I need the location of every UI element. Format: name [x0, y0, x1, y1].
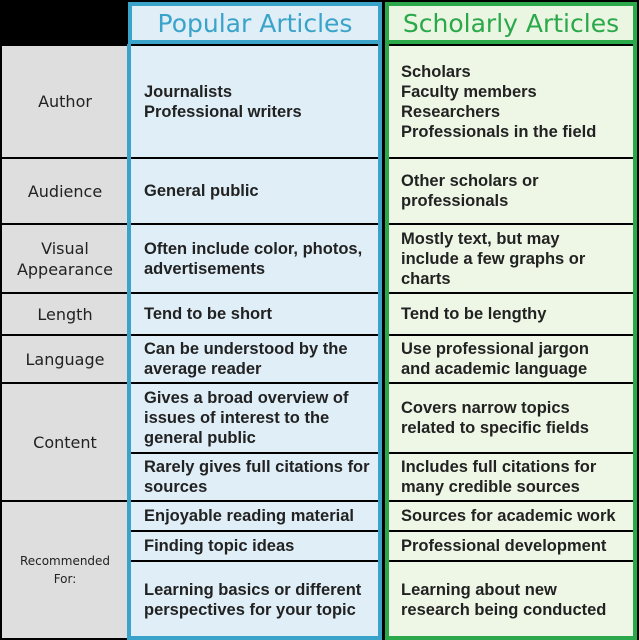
cell-text: Learning basics or different perspectives for your topic — [144, 581, 362, 619]
popular-recommended-cell-1 — [128, 502, 382, 530]
cell-text: Covers narrow topics related to specific fields — [401, 399, 589, 437]
popular-visual-cell — [128, 225, 382, 292]
row-label-content — [2, 384, 128, 500]
row-label-audience — [2, 159, 128, 223]
cell-text: Finding topic ideas — [144, 537, 295, 555]
cell-text: Scholars Faculty members Researchers Professionals in the field — [401, 62, 597, 141]
scholarly-language-cell — [385, 336, 637, 382]
popular-author-cell — [128, 46, 382, 157]
scholarly-visual-cell — [385, 225, 637, 292]
row-label-visual-appearance — [2, 225, 128, 292]
cell-text: Includes full citations for many credible sources — [401, 458, 597, 496]
cell-text: Can be understood by the average reader — [144, 340, 348, 378]
popular-recommended-cell-2 — [128, 532, 382, 560]
row-label-text: Content — [33, 432, 97, 452]
cell-text: Learning about new research being conducted — [401, 581, 607, 619]
popular-articles-header — [128, 2, 382, 44]
row-label-text: Language — [25, 349, 105, 369]
scholarly-column-left-border — [385, 44, 389, 638]
popular-language-cell — [128, 336, 382, 382]
row-label-author — [2, 46, 128, 157]
cell-text: Gives a broad overview of issues of interest to the general public — [144, 389, 349, 447]
cell-text: Tend to be short — [144, 305, 273, 323]
popular-length-cell — [128, 294, 382, 334]
scholarly-length-cell — [385, 294, 637, 334]
popular-content-cell-2 — [128, 454, 382, 500]
scholarly-recommended-cell-1 — [385, 502, 637, 530]
cell-text: Other scholars or professionals — [401, 172, 539, 210]
cell-text: Tend to be lengthy — [401, 305, 547, 323]
cell-text: Professional development — [401, 537, 607, 555]
cell-text: Rarely gives full citations for sources — [144, 458, 370, 496]
scholarly-author-cell — [385, 46, 637, 157]
cell-text: Sources for academic work — [401, 507, 616, 525]
popular-column-left-border — [127, 44, 131, 638]
scholarly-content-cell-1 — [385, 384, 637, 452]
row-label-text: Author — [38, 92, 92, 111]
cell-text: Often include color, photos, advertisements — [144, 239, 363, 278]
scholarly-articles-title: Scholarly Articles — [402, 8, 620, 38]
popular-recommended-cell-3 — [128, 562, 382, 638]
cell-text: Mostly text, but may include a few graphs or charts — [401, 229, 586, 288]
scholarly-column-bottom-border — [385, 636, 637, 640]
row-label-language — [2, 336, 128, 382]
scholarly-articles-header — [385, 2, 637, 44]
cell-text: General public — [144, 182, 259, 200]
popular-articles-title: Popular Articles — [157, 8, 353, 38]
row-label-text: Recommended For: — [19, 554, 111, 586]
popular-column-bottom-border — [127, 636, 382, 640]
row-label-length — [2, 294, 128, 334]
cell-text: Enjoyable reading material — [144, 507, 354, 525]
popular-content-cell-1 — [128, 384, 382, 452]
row-label-text: Length — [37, 304, 93, 324]
row-label-text: Visual Appearance — [16, 238, 114, 279]
scholarly-content-cell-2 — [385, 454, 637, 500]
popular-column-right-border — [378, 44, 382, 638]
row-label-recommended-for — [2, 502, 128, 638]
scholarly-recommended-cell-3 — [385, 562, 637, 638]
row-label-text: Audience — [27, 181, 103, 201]
cell-text: Use professional jargon and academic language — [401, 340, 589, 378]
cell-text: Journalists Professional writers — [144, 82, 302, 121]
scholarly-recommended-cell-2 — [385, 532, 637, 560]
scholarly-audience-cell — [385, 159, 637, 223]
popular-audience-cell — [128, 159, 382, 223]
scholarly-column-right-border — [633, 44, 637, 638]
